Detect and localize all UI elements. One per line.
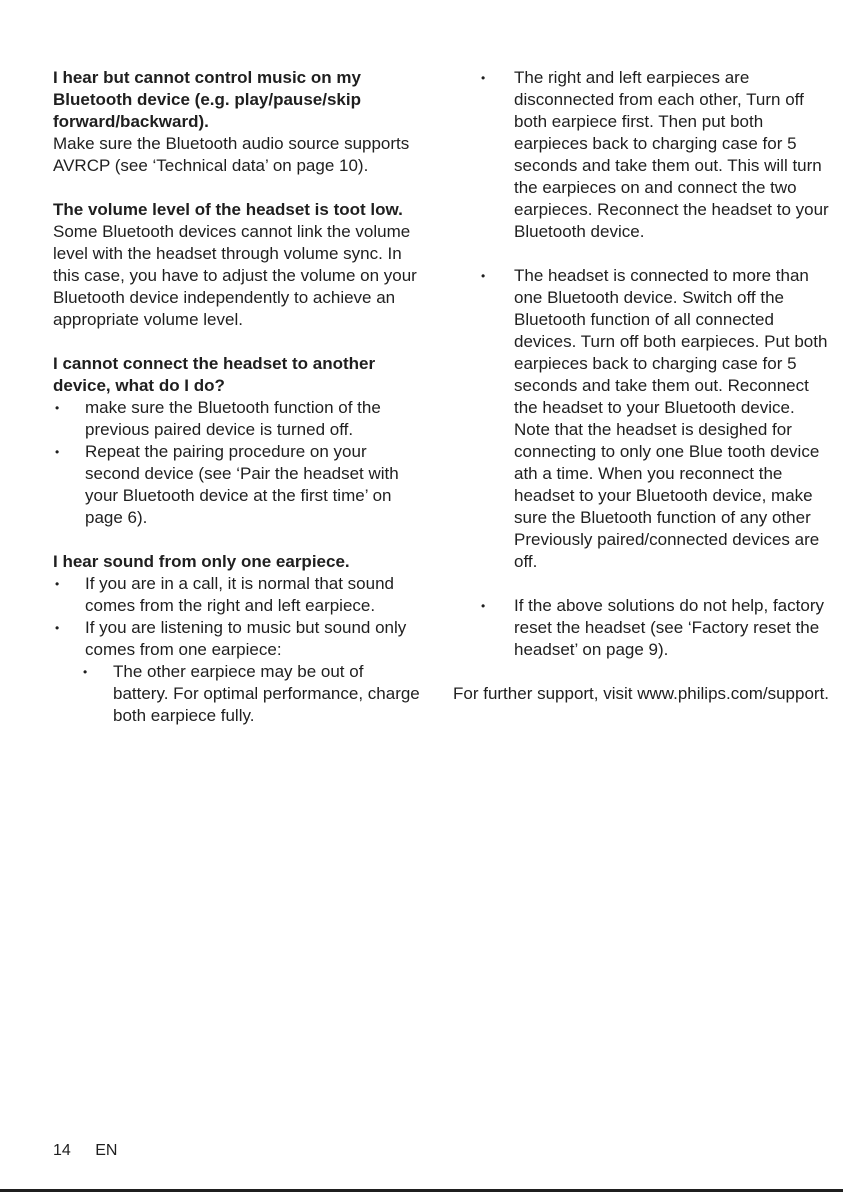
list-item: • The right and left earpieces are disconnected from each other, Turn off both earpiece first. Then put both earpieces back to charging case for 5 seconds and take them out. This will turn the earpieces on and connect the two earpieces. Reconnect the headset to your Bluetooth device. xyxy=(453,67,833,243)
list-item: • Repeat the pairing procedure on your second device (see ‘Pair the headset with your Bluetooth device at the first time’ on page 6). xyxy=(53,441,423,529)
left-column xyxy=(53,67,423,749)
faq-volume xyxy=(53,199,423,331)
faq-answer-sublist xyxy=(81,661,423,727)
right-column xyxy=(453,67,833,705)
faq-answer-list xyxy=(53,397,423,529)
list-item: • The headset is connected to more than one Bluetooth device. Switch off the Bluetooth function of all connected devices. Turn off both earpieces. Put both earpieces back to charging case for 5 seconds and take them out. Reconnect the headset to your Bluetooth device. Note that the headset is desighed for connecting to only one Blue tooth device ath a time. When you reconnect the headset to your Bluetooth device, make sure the Bluetooth function of any other Previously paired/connected devices are off. xyxy=(453,265,833,573)
support-text: For further support, visit www.philips.com/support. xyxy=(453,684,830,703)
faq-question: I hear but cannot control music on my Bluetooth device (e.g. play/pause/skip forward/backward). xyxy=(53,68,361,131)
faq-connect-another xyxy=(53,353,423,529)
list-item xyxy=(53,617,423,661)
faq-question: I hear sound from only one earpiece. xyxy=(53,552,350,571)
faq-question: The volume level of the headset is toot low. xyxy=(53,200,403,219)
language-code: EN xyxy=(95,1142,118,1159)
list-item: • The other earpiece may be out of battery. For optimal performance, charge both earpiece fully. xyxy=(81,661,423,727)
faq-answer: Make sure the Bluetooth audio source supports AVRCP (see ‘Technical data’ on page 10). xyxy=(53,134,410,175)
faq-answer: Some Bluetooth devices cannot link the volume level with the headset through volume sync. In this case, you have to adjust the volume on your Bluetooth device independently to achieve an appropriate volume level. xyxy=(53,222,417,329)
list-item-text: If you are listening to music but sound only comes from one earpiece: xyxy=(85,618,407,659)
faq-answer-list xyxy=(53,573,423,661)
faq-question: I cannot connect the headset to another device, what do I do? xyxy=(53,354,376,395)
list-item: • If you are in a call, it is normal that sound comes from the right and left earpiece. xyxy=(53,573,423,617)
page-footer xyxy=(53,1140,137,1162)
list-item: • make sure the Bluetooth function of the previous paired device is turned off. xyxy=(53,397,423,441)
list-item: • If the above solutions do not help, factory reset the headset (see ‘Factory reset the headset’ on page 9). xyxy=(453,595,833,661)
faq-avrcp xyxy=(53,67,423,177)
page-number: 14 xyxy=(53,1142,71,1159)
faq-answer-list xyxy=(453,67,833,661)
faq-one-earpiece xyxy=(53,551,423,727)
